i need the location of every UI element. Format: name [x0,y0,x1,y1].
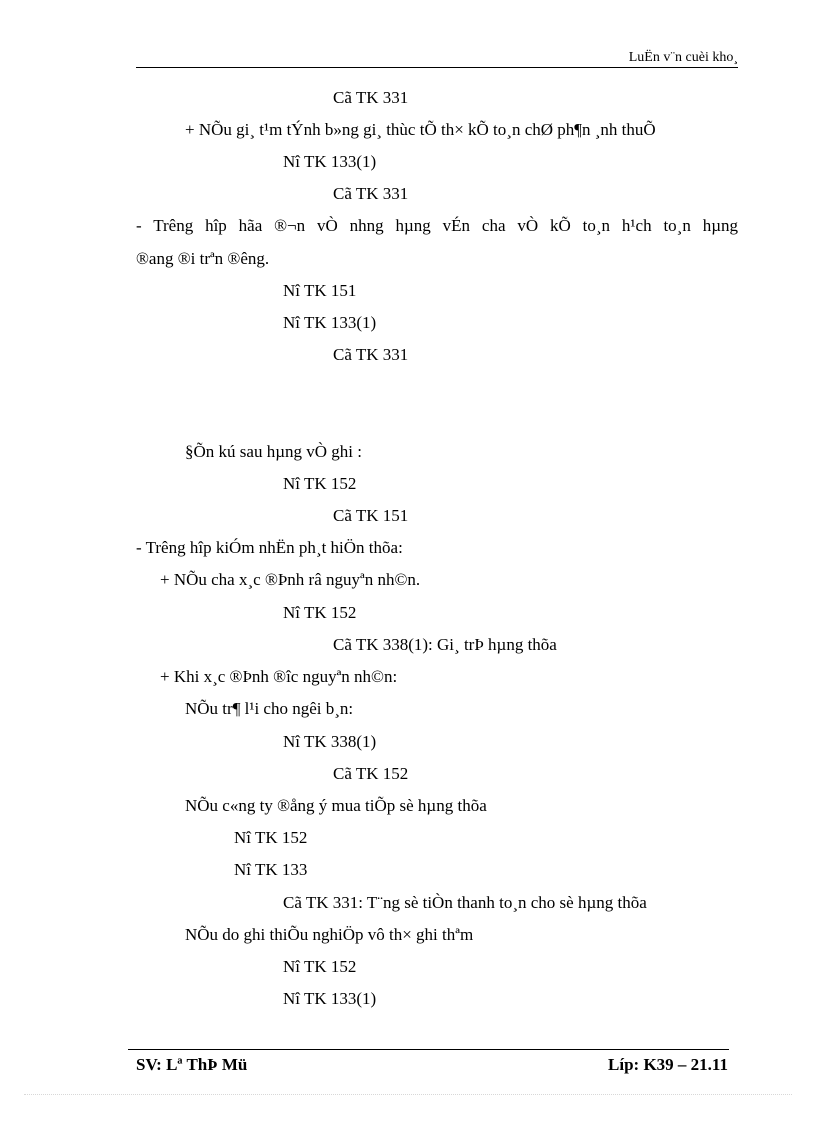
text-line: Cã TK 338(1): Gi¸ trÞ hµng thõa [333,635,557,654]
text-line: Cã TK 331 [333,184,409,203]
text-line: Nî TK 133 [234,860,308,879]
text-line: NÕu c«ng ty ®ång ý mua tiÕp sè hµng thõa [185,796,487,815]
text-line: + Khi x¸c ®Þnh ®îc nguyªn nh©n: [160,667,398,686]
footer-rule [128,1049,729,1050]
text-line: Nî TK 152 [234,828,308,847]
text-line: NÕu do ghi thiÕu nghiÖp vô th× ghi thªm [185,925,474,944]
text-line: Cã TK 331 [333,345,409,364]
text-line: NÕu tr¶ l¹i cho ngêi b¸n: [185,699,354,718]
header-rule [136,67,738,68]
text-line: Cã TK 152 [333,764,409,783]
text-line: Nî TK 133(1) [283,989,377,1008]
running-header: LuËn v¨n cuèi kho¸ [628,50,738,65]
text-line: Nî TK 133(1) [283,313,377,332]
text-line: Cã TK 331: T¨ng sè tiÒn thanh to¸n cho sè hµng thõa [283,893,647,912]
text-line: Cã TK 331 [333,88,409,107]
text-line: + NÕu cha x¸c ®Þnh râ nguyªn nh©n. [160,570,421,589]
text-line: Nî TK 152 [283,957,357,976]
text-line: Cã TK 151 [333,506,409,525]
footer-class: Líp: K39 – 21.11 [608,1055,728,1074]
text-line: Nî TK 152 [283,603,357,622]
text-line: Nî TK 338(1) [283,732,377,751]
page-edge [24,1094,792,1095]
text-line: Nî TK 133(1) [283,152,377,171]
text-line: - Trêng hîp kiÓm nhËn ph¸t hiÖn thõa: [136,538,403,557]
text-line: + NÕu gi¸ t¹m tÝnh b»ng gi¸ thùc tÕ th× kÕ to¸n chØ ph¶n ¸nh thuÕ [185,120,656,139]
text-line: Nî TK 152 [283,474,357,493]
footer-student: SV: Lª ThÞ Mü [136,1055,248,1074]
text-line: Nî TK 151 [283,281,357,300]
text-line: §Õn kú sau hµng vÒ ghi : [185,442,362,461]
text-line: - Trêng hîp hãa ®¬n vÒ nhng hµng vÉn cha vÒ kÕ to¸n h¹ch to¸n hµng [136,216,738,235]
text-line: ®ang ®i trªn ®êng. [136,249,270,268]
